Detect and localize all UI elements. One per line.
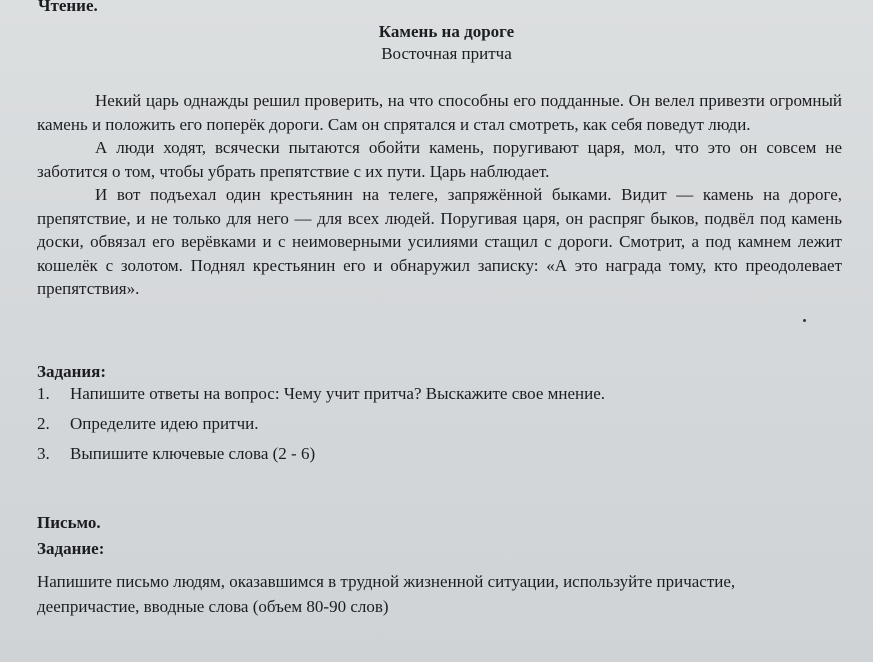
paragraph: И вот подъехал один крестьянин на телеге, запряжённой быками. Видит — камень на дороге, препятствие, и не только для него — для всех людей. Поругивая царя, он распряг быков, подвёл под камень доски, обвязал его верёвками и с неимоверными усилиями стащил с дороги. Смотрит, а под камнем лежит кошелёк с золотом. Поднял крестьянин его и обнаружил записку: «А это награда тому, кто преодолевает препятствия».	[37, 185, 842, 298]
list-item	[37, 414, 837, 444]
list-item	[37, 444, 837, 474]
reading-heading: Чтение.	[38, 0, 98, 15]
parable-title: Камень на дороге	[378, 22, 515, 41]
parable-text	[37, 89, 842, 301]
task-number: 2.	[37, 414, 50, 433]
task-text: Определите идею притчи.	[70, 414, 259, 433]
letter-task-heading: Задание:	[37, 539, 105, 558]
parable-subtitle: Восточная притча	[381, 44, 512, 63]
task-number: 1.	[37, 384, 50, 403]
task-text: Напишите ответы на вопрос: Чему учит притча? Выскажите свое мнение.	[70, 384, 606, 403]
task-text: Выпишите ключевые слова (2 - 6)	[70, 444, 316, 463]
paragraph: А люди ходят, всячески пытаются обойти камень, поругивают царя, мол, что это он совсем не заботится о том, чтобы убрать препятствие с их пути. Царь наблюдает.	[37, 138, 842, 181]
list-item	[37, 384, 837, 414]
paper-speck	[803, 319, 806, 322]
paragraph: Некий царь однажды решил проверить, на что способны его подданные. Он велел привезти огромный камень и положить его поперёк дороги. Сам он спрятался и стал смотреть, как себя поведут люди.	[37, 91, 842, 134]
tasks-heading: Задания:	[37, 362, 107, 381]
task-list	[37, 384, 837, 474]
letter-task-text: Напишите письмо людям, оказавшимся в трудной жизненной ситуации, используйте причастие, деепричастие, вводные слова (объем 80-90 слов)	[37, 572, 736, 616]
task-number: 3.	[37, 444, 50, 463]
letter-heading: Письмо.	[37, 513, 101, 532]
